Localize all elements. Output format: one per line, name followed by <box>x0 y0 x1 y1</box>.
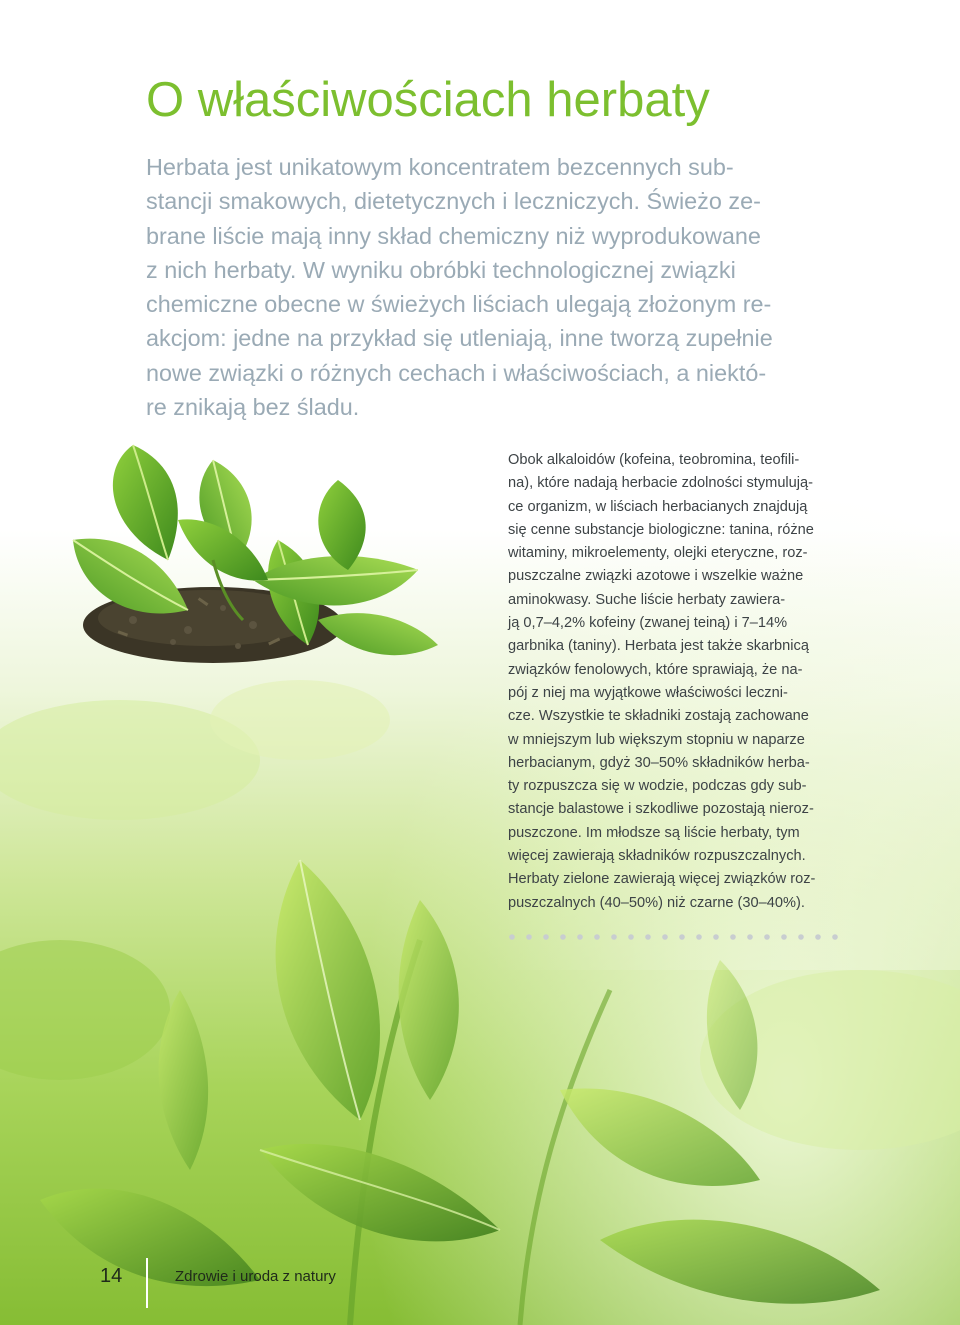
page-title: O właściwościach herbaty <box>146 73 710 127</box>
body-paragraph: Obok alkaloidów (kofeina, teobromina, teofili- na), które nadają herbacie zdolności stymulują- ce organizm, w liściach herbacianych znajdują się cenne substancje biologiczne: tanina, różne witaminy, mikroelementy, olejki eteryczne, roz- puszczalne związki azotowe i wszelkie ważne aminokwasy. Suche liście herbaty zawiera- ją 0,7–4,2% kofeiny (zwanej teiną) i 7–14% garbnika (taniny). Herbata jest także skarbnicą związków fenolowych, które sprawiają, że na- pój z niej ma wyjątkowe właściwości leczni- cze. Wszystkie te składniki zostają zachowane w mniejszym lub większym stopniu w naparze herbacianym, gdyż 30–50% składników herba- ty rozpuszcza się w wodzie, podczas gdy sub- stancje balastowe i szkodliwe pozostają nieroz- puszczone. Im młodsze są liście herbaty, tym więcej zawierają składników rozpuszczalnych. Herbaty zielone zawierają więcej związków roz- puszczalnych (40–50%) niż czarne (30–40%). <box>508 452 816 911</box>
footer-caption: Zdrowie i uroda z natury <box>175 1268 336 1285</box>
footer-divider <box>146 1258 148 1308</box>
intro-paragraph: Herbata jest unikatowym koncentratem bezcennych sub- stancji smakowych, dietetycznych i leczniczych. Świeżo ze- brane liście mają inny skład chemiczny niż wyprodukowane z nich herbaty. W wyniku obróbki technologicznej związki chemiczne obecne w świeżych liściach ulegają złożonym re- akcjom: jedne na przykład się utleniają, inne tworzą zupełnie nowe związki o różnych cechach i właściwościach, a niektó- re znikają bez śladu. <box>146 154 773 421</box>
tea-leaves-image <box>38 420 478 710</box>
dotted-divider <box>508 931 848 943</box>
page-number: 14 <box>100 1265 123 1287</box>
